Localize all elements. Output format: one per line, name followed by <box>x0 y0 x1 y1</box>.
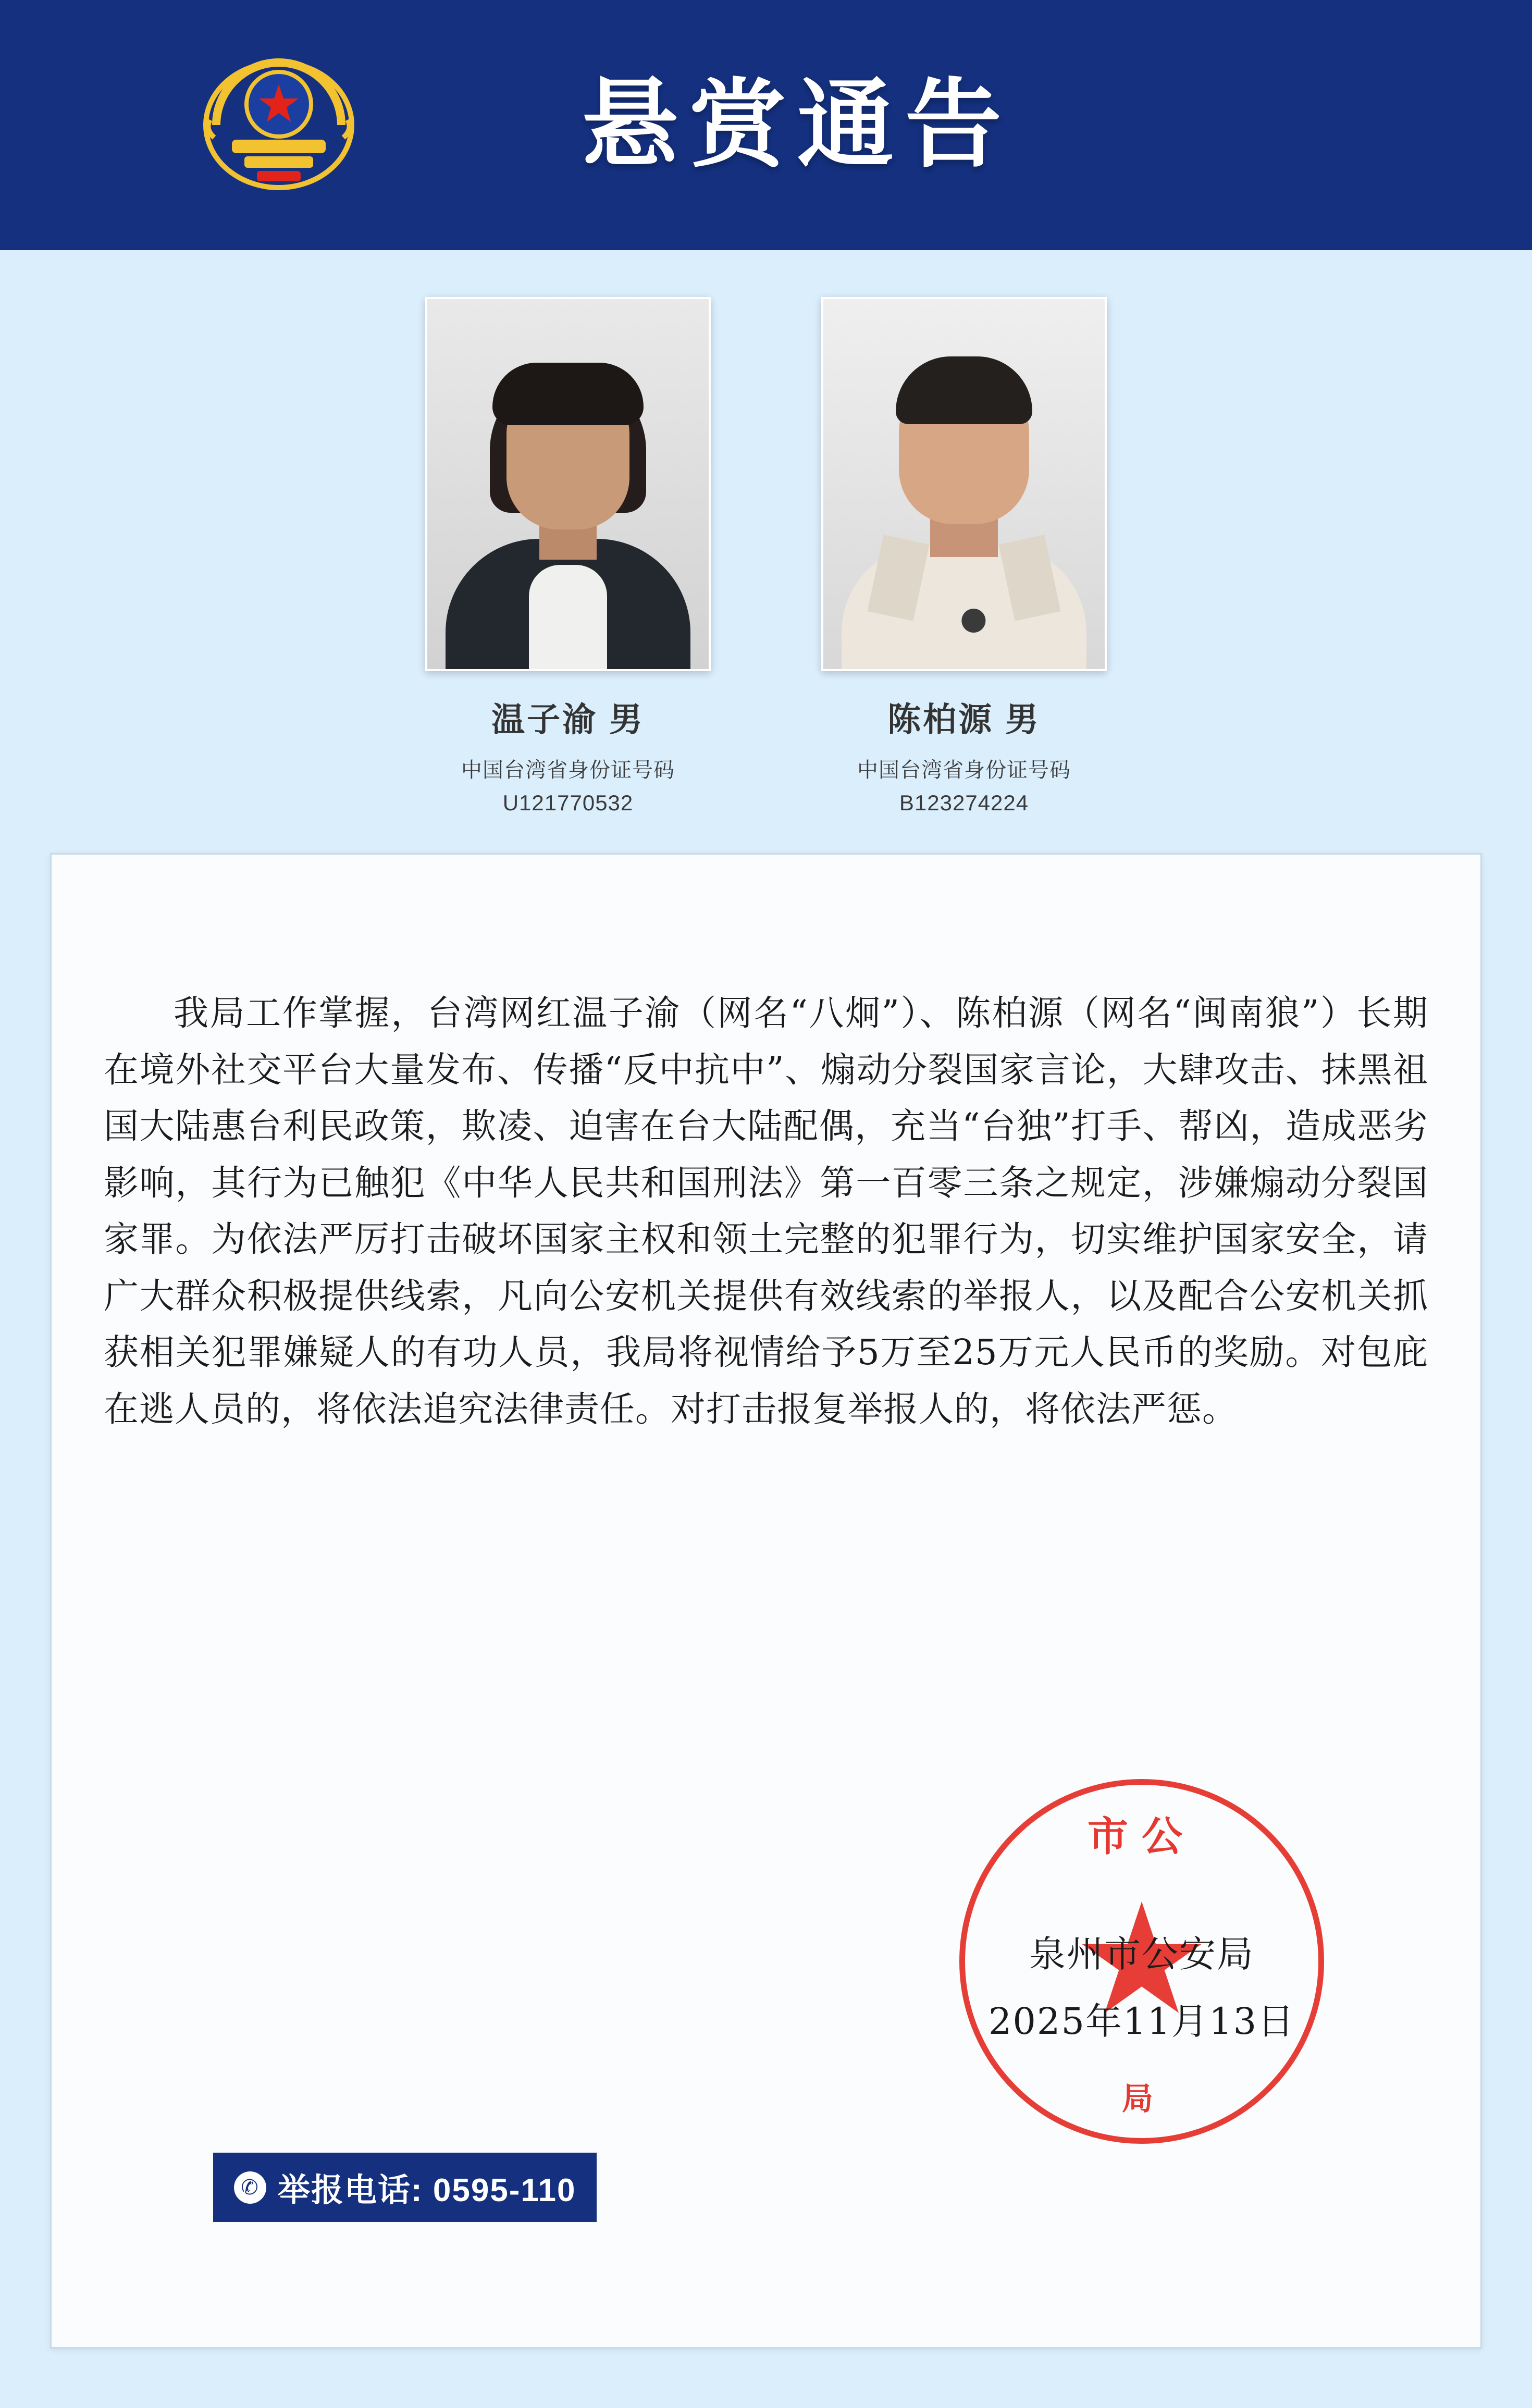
suspect-name: 温子渝 男 <box>491 701 645 738</box>
seal-date: 2025年11月13日 <box>988 2000 1295 2043</box>
page-title: 悬赏通告 <box>582 71 1013 179</box>
suspect-card <box>818 297 1110 816</box>
phone-icon: ✆ <box>234 2171 266 2204</box>
suspect-card <box>422 297 714 816</box>
suspect-id-label: 中国台湾省身份证号码 <box>857 759 1071 782</box>
suspect-id-number: B123274224 <box>899 791 1029 815</box>
hotline-badge[interactable] <box>213 2153 597 2222</box>
suspect-id-label: 中国台湾省身份证号码 <box>461 759 675 782</box>
seal-arc-top-text: 市公 <box>1087 1813 1196 1859</box>
suspect-photo-1 <box>425 297 711 671</box>
notice-card <box>50 853 1482 2349</box>
notice-body: 我局工作掌握，台湾网红温子渝（网名“八炯”）、陈柏源（网名“闽南狼”）长期在境外社交平台大量发布、传播“反中抗中”、煽动分裂国家言论，大肆攻击、抹黑祖国大陆惠台利民政策，欺凌、迫害在台大陆配偶，充当“台独”打手、帮凶，造成恶劣影响，其行为已触犯《中华人民共和国刑法》第一百零三条之规定，涉嫌煽动分裂国家罪。为依法严厉打击破坏国家主权和领土完整的犯罪行为，切实维护国家安全，请广大群众积极提供线索，凡向公安机关提供有效线索的举报人，以及配合公安机关抓获相关犯罪嫌疑人的有功人员，我局将视情给予5万至25万元人民币的奖励。对包庇在逃人员的，将依法追究法律责任。对打击报复举报人的，将依法严惩。 <box>104 993 1428 1429</box>
suspect-list <box>0 250 1532 816</box>
hotline-label: 举报电话: 0595-110 <box>278 2172 576 2208</box>
suspect-photo-2 <box>821 297 1107 671</box>
police-emblem-icon <box>201 47 357 203</box>
seal-signature <box>975 1925 1308 2045</box>
poster-header <box>0 0 1532 250</box>
suspect-id-number: U121770532 <box>502 791 634 815</box>
suspect-name: 陈柏源 男 <box>887 701 1041 738</box>
seal-arc-bottom-text: 局 <box>1122 2081 1162 2116</box>
seal-organization: 泉州市公安局 <box>1029 1933 1254 1975</box>
